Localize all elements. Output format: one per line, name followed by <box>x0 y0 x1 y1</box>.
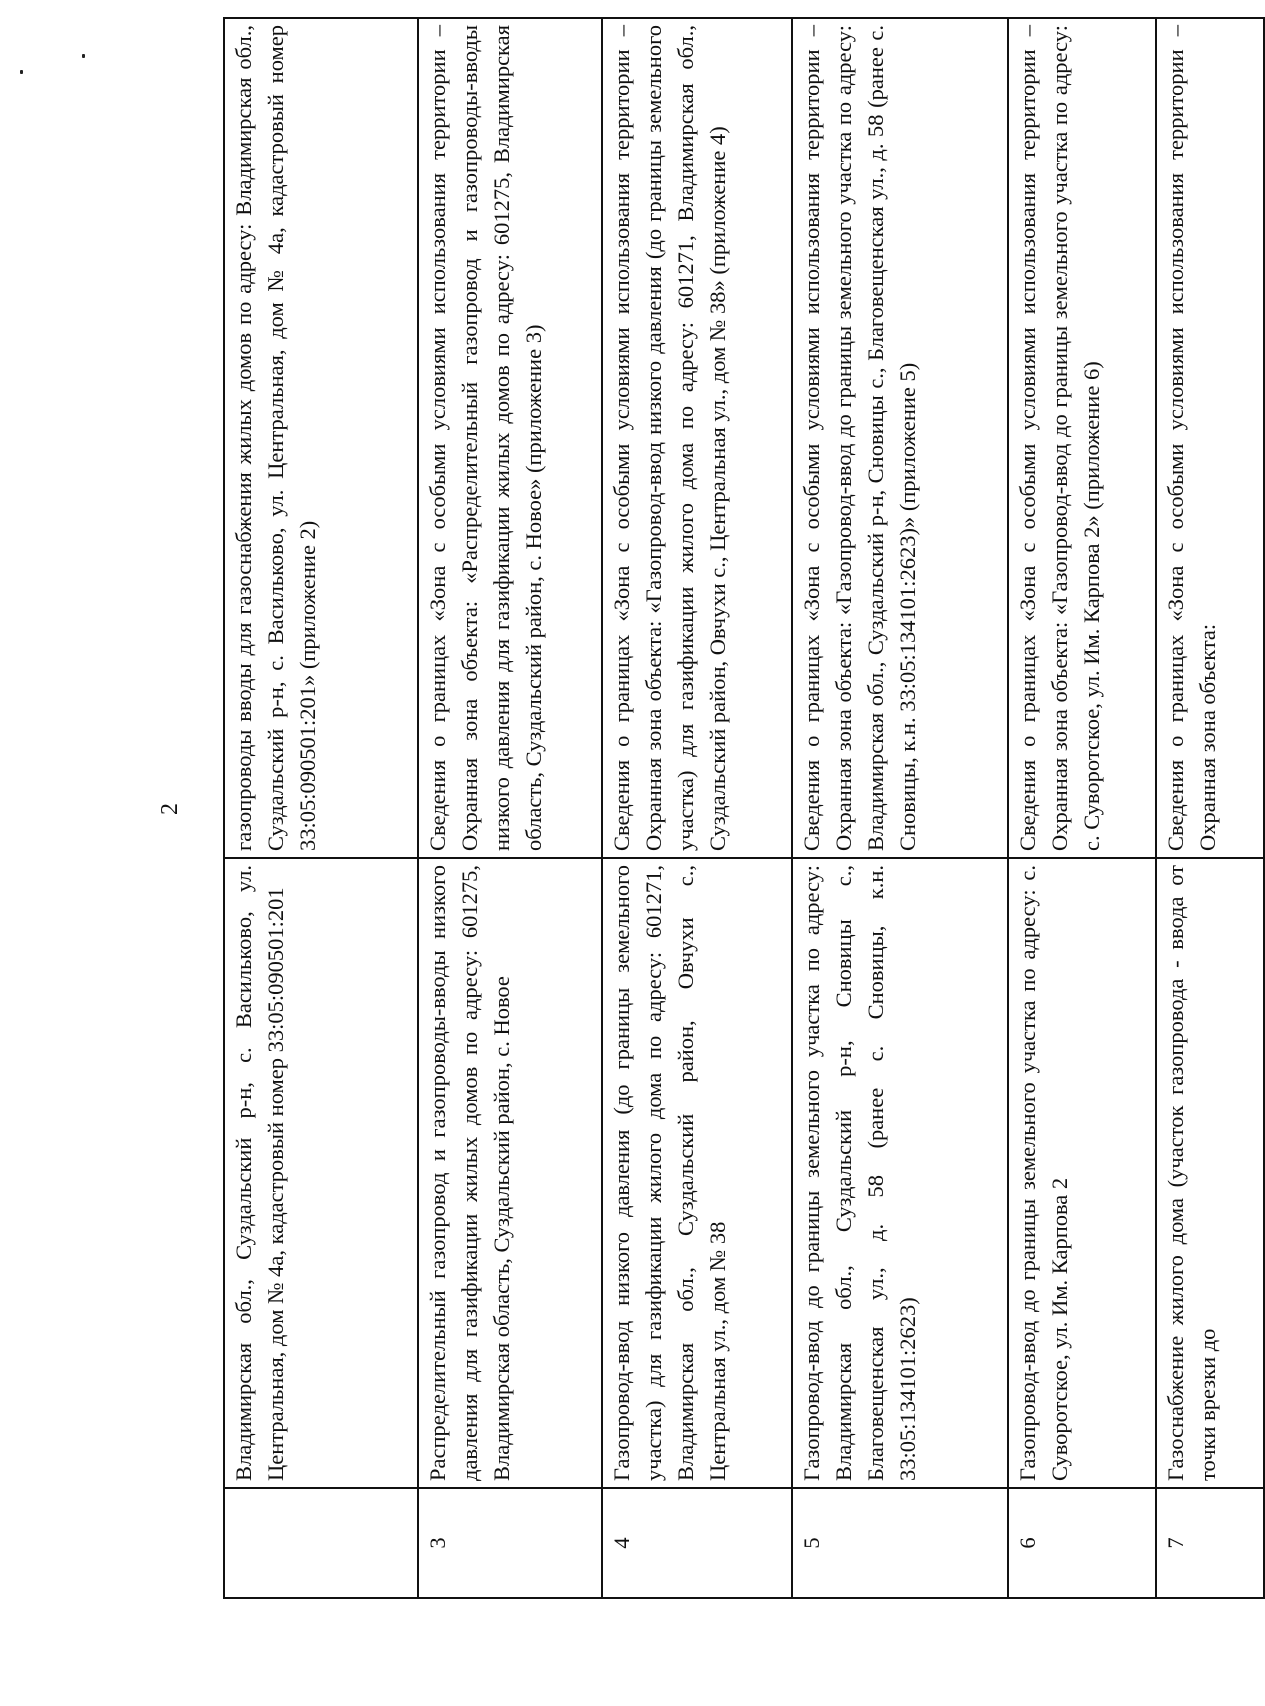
table-row <box>224 18 418 1598</box>
object-description: Газоснабжение жилого дома (участок газопровода - ввода от точки врезки до <box>1156 858 1264 1488</box>
row-number <box>224 1488 418 1598</box>
object-description: Газопровод-ввод низкого давления (до границы земельного участка) для газификации жилого дома по адресу: 601271, Владимирская обл., Суздальский район, Овчухи с., Центральная ул., дом № 38 <box>602 858 792 1488</box>
table-row <box>1008 18 1156 1598</box>
row-number: 6 <box>1008 1488 1156 1598</box>
objects-table <box>223 17 1265 1599</box>
zone-info: Сведения о границах «Зона с особыми условиями использования территории – Охранная зона объекта: <box>1156 18 1264 858</box>
zone-info: Сведения о границах «Зона с особыми условиями использования территории – Охранная зона объекта: «Газопровод-ввод до границы земельного участка по адресу: с. Суворотское, ул. Им. Карпова 2» (приложение 6) <box>1008 18 1156 858</box>
scan-speck <box>20 70 23 74</box>
page-number: 2 <box>157 803 183 815</box>
rotated-page <box>155 19 1220 1599</box>
zone-info: Сведения о границах «Зона с особыми условиями использования территории – Охранная зона объекта: «Газопровод-ввод низкого давления (до границы земельного участка) для газификации жилого дома по адресу: 601271, Владимирская обл., Суздальский район, Овчухи с., Центральная ул., дом № 38» (приложение 4) <box>602 18 792 858</box>
object-description: Распределительный газопровод и газопроводы-вводы низкого давления для газификации жилых домов по адресу: 601275, Владимирская область, Суздальский район, с. Новое <box>418 858 602 1488</box>
row-number: 3 <box>418 1488 602 1598</box>
object-description: Газопровод-ввод до границы земельного участка по адресу: с. Суворотское, ул. Им. Карпова 2 <box>1008 858 1156 1488</box>
table-row <box>602 18 792 1598</box>
zone-info: газопроводы вводы для газоснабжения жилых домов по адресу: Владимирская обл., Суздальский р-н, с. Васильково, ул. Центральная, дом № 4а, кадастровый номер 33:05:090501:201» (приложение 2) <box>224 18 418 858</box>
scan-speck <box>82 54 85 58</box>
table-row <box>418 18 602 1598</box>
zone-info: Сведения о границах «Зона с особыми условиями использования территории – Охранная зона объекта: «Газопровод-ввод до границы земельного участка по адресу: Владимирская обл., Суздальский р-н, Сновицы с., Благовещенская ул., д. 58 (ранее с. Сновицы, к.н. 33:05:134101:2623)» (приложение 5) <box>792 18 1008 858</box>
row-number: 4 <box>602 1488 792 1598</box>
object-description: Владимирская обл., Суздальский р-н, с. Васильково, ул. Центральная, дом № 4а, кадастровый номер 33:05:090501:201 <box>224 858 418 1488</box>
object-description: Газопровод-ввод до границы земельного участка по адресу: Владимирская обл., Суздальский р-н, Сновицы с., Благовещенская ул., д. 58 (ранее с. Сновицы, к.н. 33:05:134101:2623) <box>792 858 1008 1488</box>
zone-info: Сведения о границах «Зона с особыми условиями использования территории – Охранная зона объекта: «Распределительный газопровод и газопроводы-вводы низкого давления для газификации жилых домов по адресу: 601275, Владимирская область, Суздальский район, с. Новое» (приложение 3) <box>418 18 602 858</box>
row-number: 5 <box>792 1488 1008 1598</box>
row-number: 7 <box>1156 1488 1264 1598</box>
table-row <box>1156 18 1264 1598</box>
table-row <box>792 18 1008 1598</box>
